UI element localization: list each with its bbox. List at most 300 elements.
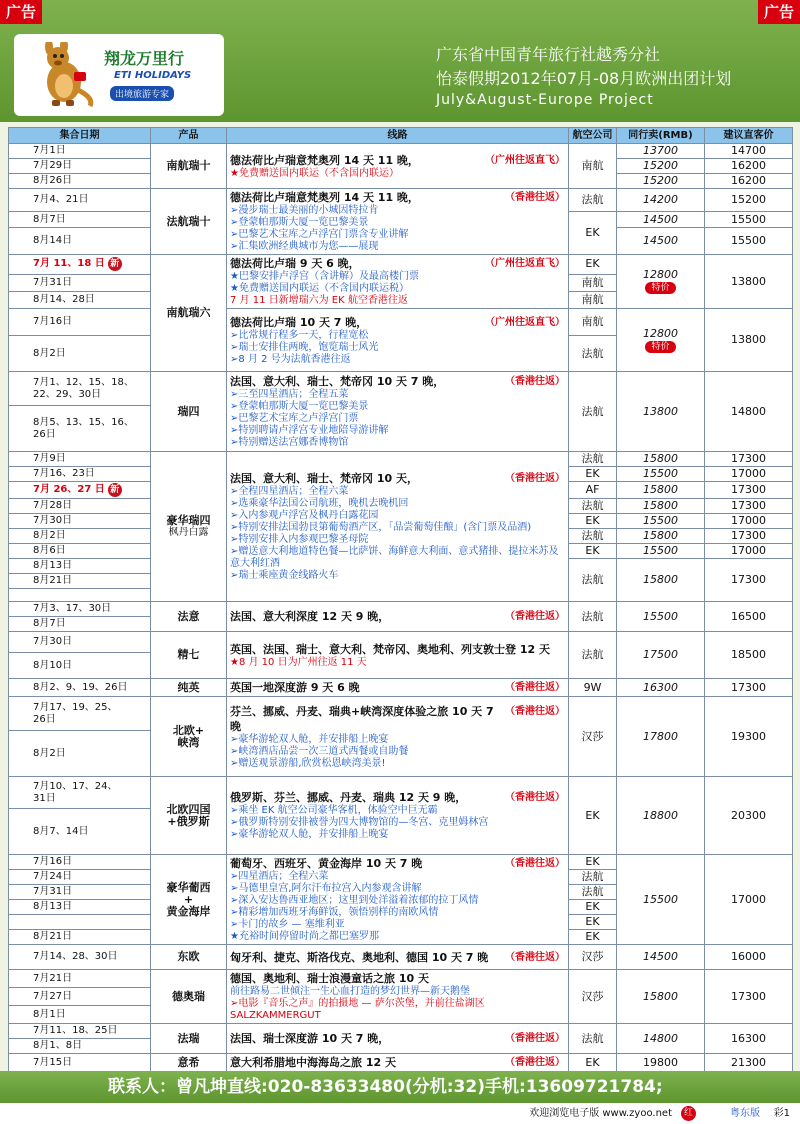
- airline-cell: 南航: [569, 144, 617, 189]
- route-cell: [227, 372, 569, 452]
- route-highlight: ➢峡湾酒店品尝一次三道式西餐或自助餐: [230, 745, 409, 757]
- peer-price-value: 16300: [643, 680, 678, 694]
- route-title: [230, 190, 565, 205]
- route-title: [230, 471, 565, 486]
- route-highlight: ➢登蒙帕那斯大厦一览巴黎美景: [230, 217, 369, 228]
- peer-price-cell: [617, 452, 705, 467]
- direct-price-cell: 14800: [705, 372, 793, 452]
- route-cell: [227, 1054, 569, 1072]
- airline-cell: AF: [569, 482, 617, 499]
- table-row: [9, 679, 793, 697]
- product-cell: [151, 970, 227, 1024]
- departure-date-cell: 7月1日: [9, 144, 151, 159]
- departure-date-cell: 7月 26、27 日 新: [9, 482, 151, 499]
- airline-cell: 法航: [569, 452, 617, 467]
- direct-price-cell: 17000: [705, 855, 793, 945]
- peer-price-value: 12800: [643, 268, 678, 281]
- departure-port-tag: （香港往返）: [505, 792, 565, 803]
- route-title: [230, 609, 565, 624]
- header-peer-price: 同行卖(RMB): [617, 128, 705, 144]
- peer-price-value: 14500: [643, 950, 678, 963]
- direct-price-cell: 21300: [705, 1054, 793, 1072]
- new-badge-icon: 新: [108, 257, 122, 271]
- route-title: [230, 680, 565, 695]
- route-highlight: ➢登蒙帕那斯大厦一览巴黎美景: [230, 401, 369, 412]
- peer-price-cell: [617, 212, 705, 228]
- product-name: 东欧: [177, 950, 200, 963]
- peer-price-cell: [617, 679, 705, 697]
- kangaroo-mascot-icon: [34, 42, 96, 108]
- direct-price-cell: 16200: [705, 174, 793, 189]
- airline-cell: 法航: [569, 1024, 617, 1054]
- departure-date-cell: [9, 915, 151, 930]
- plan-title-english: July&August-Europe Project: [436, 92, 654, 108]
- airline-cell: 法航: [569, 602, 617, 632]
- peer-price-value: 15500: [643, 514, 678, 527]
- ad-label-left: 广告: [0, 0, 42, 24]
- departure-port-tag: （香港往返）: [505, 473, 565, 484]
- page-label: 彩1: [773, 1108, 790, 1119]
- route-cell: [227, 602, 569, 632]
- route-highlight: ➢精彩增加西班牙海鲜饭，领悟别样的南欧风情: [230, 907, 439, 918]
- departure-date-cell: 7月17、19、25、 26日: [9, 697, 151, 731]
- peer-price-value: 14200: [643, 193, 678, 206]
- peer-price-cell: [617, 945, 705, 970]
- departure-port-tag: （广州往返直飞）: [485, 154, 565, 166]
- route-title-text: 德法荷比卢瑞意梵奥列 14 天 11 晚，: [230, 153, 419, 167]
- peer-price-value: 15500: [643, 544, 678, 557]
- route-cell: [227, 144, 569, 189]
- peer-price-value: 15200: [643, 159, 678, 172]
- route-highlight: ➢选乘豪华法国公司航班，晚机去晚机回: [230, 498, 409, 509]
- route-highlight: ➢豪华游轮双人舱，并安排船上晚宴: [230, 829, 389, 840]
- direct-price-cell: 15500: [705, 212, 793, 228]
- peer-price-cell: [617, 174, 705, 189]
- route-highlight: ★充裕时间停留时尚之都巴塞罗那: [230, 931, 379, 942]
- airline-cell: 南航: [569, 309, 617, 336]
- product-name: 瑞四: [177, 404, 200, 418]
- logo-chinese-name: 翔龙万里行: [104, 49, 185, 68]
- product-cell: [151, 144, 227, 189]
- product-name: 意希: [177, 1055, 200, 1069]
- departure-date-cell: 8月2、9、19、26日: [9, 679, 151, 697]
- direct-price-cell: 17000: [705, 514, 793, 529]
- direct-price-cell: 16000: [705, 945, 793, 970]
- airline-cell: EK: [569, 777, 617, 855]
- peer-price-value: 14500: [643, 234, 678, 247]
- peer-price-value: 15500: [643, 892, 678, 906]
- airline-cell: 汉莎: [569, 970, 617, 1024]
- peer-price-value: 14800: [643, 1031, 678, 1045]
- airline-cell: EK: [569, 212, 617, 255]
- product-name: 北欧四国 +俄罗斯: [166, 802, 211, 828]
- direct-price-cell: 20300: [705, 777, 793, 855]
- departure-date-cell: 7月3、17、30日: [9, 602, 151, 617]
- departure-port-tag: （香港往返）: [505, 858, 565, 869]
- airline-cell: 法航: [569, 529, 617, 544]
- product-name: 法意: [177, 609, 200, 623]
- peer-price-cell: [617, 255, 705, 309]
- route-title: [230, 256, 565, 271]
- departure-date-cell: 7月10、17、24、 31日: [9, 777, 151, 809]
- departure-port-tag: （广州往返直飞）: [485, 316, 565, 328]
- special-price-badge: 特价: [645, 341, 675, 353]
- table-row: [9, 970, 793, 988]
- website-notice[interactable]: 欢迎浏览电子版 www.zyoo.net: [529, 1108, 672, 1119]
- table-row: [9, 945, 793, 970]
- route-title: [230, 704, 565, 734]
- table-row: [9, 309, 793, 336]
- route-highlight: ➢特别安排入内参观巴黎圣母院: [230, 534, 369, 545]
- logo-english-name: ETI HOLIDAYS: [114, 70, 192, 81]
- product-name: 德奥瑞: [172, 989, 205, 1003]
- route-title-text: 法国、意大利、瑞士、梵帝冈 10 天，: [230, 472, 418, 485]
- route-title: [230, 315, 565, 330]
- route-title-text: 德法荷比卢瑞意梵奥列 14 天 11 晚，: [230, 191, 419, 204]
- airline-cell: 法航: [569, 372, 617, 452]
- airline-cell: 法航: [569, 870, 617, 885]
- table-body: [9, 144, 793, 1072]
- route-title-text: 法国、意大利深度 12 天 9 晚，: [230, 610, 390, 623]
- product-cell: [151, 602, 227, 632]
- table-row: [9, 855, 793, 870]
- product-name: 北欧+ 峡湾: [172, 723, 205, 749]
- airline-cell: EK: [569, 544, 617, 559]
- airline-cell: 法航: [569, 336, 617, 372]
- departure-date-cell: 7月9日: [9, 452, 151, 467]
- route-highlight: ➢汇集欧洲经典城市为您——展现: [230, 241, 379, 252]
- agency-name: 广东省中国青年旅行社越秀分社: [436, 45, 661, 64]
- route-title-text: 俄罗斯、芬兰、挪威、丹麦、瑞典 12 天 9 晚，: [230, 791, 467, 804]
- airline-cell: EK: [569, 930, 617, 945]
- route-highlight: 7 月 11 日新增瑞六为 EK 航空香港往返: [230, 295, 408, 306]
- peer-price-cell: [617, 144, 705, 159]
- route-title: [230, 971, 565, 986]
- peer-price-value: 15800: [643, 483, 678, 496]
- table-row: [9, 372, 793, 406]
- tour-schedule-table: [8, 127, 793, 1072]
- peer-price-cell: [617, 482, 705, 499]
- peer-price-value: 15800: [643, 499, 678, 512]
- edition-label: 粤东版: [730, 1108, 760, 1119]
- route-cell: [227, 189, 569, 255]
- route-highlight: ➢深入安达鲁西亚地区；这里到处洋溢着浓郁的拉丁风情: [230, 895, 479, 906]
- route-title: [230, 950, 565, 965]
- direct-price-cell: 15200: [705, 189, 793, 212]
- table-row: [9, 632, 793, 653]
- route-highlight: ➢特别聘请卢浮宫专业地陪导游讲解: [230, 425, 389, 436]
- departure-port-tag: （香港往返）: [505, 682, 565, 693]
- departure-port-tag: （广州往返直飞）: [485, 258, 565, 269]
- peer-price-cell: [617, 514, 705, 529]
- departure-date-cell: 7月31日: [9, 885, 151, 900]
- direct-price-cell: 17300: [705, 499, 793, 514]
- table-row: [9, 777, 793, 809]
- peer-price-cell: [617, 529, 705, 544]
- airline-cell: EK: [569, 1054, 617, 1072]
- departure-port-tag: （香港往返）: [505, 611, 565, 622]
- route-cell: [227, 945, 569, 970]
- route-title: [230, 1055, 565, 1070]
- peer-price-value: 15200: [643, 174, 678, 187]
- route-highlight: ★8 月 10 日为广州往返 11 天: [230, 656, 367, 668]
- route-highlight: ➢瑞士安排住两晚，饱览瑞士风光: [230, 341, 379, 353]
- ad-label-right: 广告: [758, 0, 800, 24]
- peer-price-cell: [617, 855, 705, 945]
- route-cell: [227, 679, 569, 697]
- airline-cell: 法航: [569, 559, 617, 602]
- departure-date-cell: 8月14、28日: [9, 291, 151, 308]
- route-title-text: 匈牙利、捷克、斯洛伐克、奥地利、德国 10 天 7 晚: [230, 950, 489, 964]
- header-departure-date: 集合日期: [9, 128, 151, 144]
- direct-price-cell: 14700: [705, 144, 793, 159]
- product-cell: [151, 679, 227, 697]
- route-highlight: ➢赠送观景游船,欣赏松恩峡湾美景!: [230, 757, 386, 769]
- contact-bar: 联系人：曾凡坤直线:020-83633480(分机:32)手机:13609721784;: [0, 1071, 800, 1103]
- departure-date-cell: 7月15日: [9, 1054, 151, 1072]
- departure-port-tag: （香港往返）: [505, 376, 565, 387]
- departure-date-cell: 8月14日: [9, 228, 151, 255]
- route-title: [230, 642, 565, 657]
- route-title-text: 意大利希腊地中海海岛之旅 12 天: [230, 1056, 396, 1069]
- bottom-bar: [0, 1103, 800, 1124]
- peer-price-cell: [617, 777, 705, 855]
- airline-cell: EK: [569, 514, 617, 529]
- table-row: [9, 144, 793, 159]
- product-cell: [151, 372, 227, 452]
- table-row: [9, 602, 793, 617]
- route-title-text: 德法荷比卢瑞 10 天 7 晚，: [230, 315, 368, 329]
- departure-port-tag: （香港往返）: [505, 192, 565, 203]
- product-name: 法瑞: [177, 1031, 200, 1045]
- route-highlight: ➢豪华游轮双人舱，并安排船上晚宴: [230, 733, 389, 745]
- departure-date-cell: 7月1、12、15、18、 22、29、30日: [9, 372, 151, 406]
- peer-price-cell: [617, 228, 705, 255]
- direct-price-cell: 17300: [705, 482, 793, 499]
- peer-price-value: 15800: [643, 452, 678, 465]
- airline-cell: EK: [569, 915, 617, 930]
- direct-price-cell: 13800: [705, 255, 793, 309]
- route-highlight: ➢漫步瑞士最美丽的小城因特拉肯: [230, 205, 379, 216]
- product-cell: [151, 452, 227, 602]
- route-highlight: ➢巴黎艺术宝库之卢浮宫门票: [230, 413, 359, 424]
- route-cell: [227, 1024, 569, 1054]
- departure-date-cell: 8月2日: [9, 529, 151, 544]
- route-highlight: ➢入内参观卢浮宫及枫丹白露花园: [230, 510, 379, 521]
- route-title-text: 英国、法国、瑞士、意大利、梵帝冈、奥地利、列支敦士登 12 天: [230, 642, 550, 656]
- departure-date-cell: 7月29日: [9, 159, 151, 174]
- table-row: [9, 255, 793, 275]
- product-cell: [151, 777, 227, 855]
- airline-cell: 汉莎: [569, 697, 617, 777]
- peer-price-value: 17800: [643, 729, 678, 743]
- route-highlight: 前往路易二世倾注一生心血打造的梦幻世界—新天鹅堡: [230, 986, 470, 997]
- direct-price-cell: 17000: [705, 544, 793, 559]
- table-row: [9, 1054, 793, 1072]
- peer-price-value: 15800: [643, 529, 678, 542]
- route-cell: [227, 632, 569, 679]
- departure-date-cell: 8月21日: [9, 574, 151, 589]
- route-cell: [227, 855, 569, 945]
- peer-price-cell: [617, 1054, 705, 1072]
- peer-price-cell: [617, 602, 705, 632]
- route-cell: [227, 255, 569, 309]
- route-title-text: 德法荷比卢瑞 9 天 6 晚，: [230, 257, 360, 270]
- route-cell: [227, 697, 569, 777]
- table-header-row: [9, 128, 793, 144]
- departure-port-tag: （香港往返）: [505, 951, 565, 963]
- table-row: [9, 189, 793, 212]
- airline-cell: EK: [569, 855, 617, 870]
- peer-price-cell: [617, 632, 705, 679]
- departure-date-cell: 7月21日: [9, 970, 151, 988]
- departure-port-tag: （香港往返）: [505, 705, 565, 717]
- route-title-text: 芬兰、挪威、丹麦、瑞典+峡湾深度体验之旅 10 天 7 晚: [230, 704, 494, 733]
- direct-price-cell: 17300: [705, 529, 793, 544]
- departure-date-cell: 7月27日: [9, 988, 151, 1006]
- product-cell: [151, 189, 227, 255]
- departure-date-cell: 8月6日: [9, 544, 151, 559]
- route-highlight: ➢赠送意大利地道特色餐—比萨饼、海鲜意大利面、意式猪排、提拉米苏及意大利红酒: [230, 546, 559, 569]
- departure-date-cell: 8月7、14日: [9, 809, 151, 855]
- airline-cell: 法航: [569, 885, 617, 900]
- route-cell: [227, 309, 569, 372]
- route-highlight: ➢特别赠送法宫娜香博物馆: [230, 437, 349, 448]
- route-highlight: ➢卡门的故乡 — 塞维利亚: [230, 919, 345, 930]
- departure-date-cell: 8月10日: [9, 653, 151, 679]
- departure-date-cell: 8月13日: [9, 559, 151, 574]
- airline-cell: 南航: [569, 274, 617, 291]
- departure-date-cell: 7月16日: [9, 309, 151, 336]
- peer-price-cell: [617, 309, 705, 372]
- product-name: 南航瑞十: [166, 159, 211, 172]
- route-title-text: 英国一地深度游 9 天 6 晚: [230, 681, 360, 694]
- route-highlight: ➢四星酒店；全程六菜: [230, 871, 329, 882]
- direct-price-cell: 17300: [705, 679, 793, 697]
- header-route: 线路: [227, 128, 569, 144]
- route-title-text: 法国、意大利、瑞士、梵帝冈 10 天 7 晚，: [230, 375, 445, 388]
- direct-price-cell: 19300: [705, 697, 793, 777]
- peer-price-value: 15800: [643, 573, 678, 586]
- peer-price-cell: [617, 559, 705, 602]
- route-cell: [227, 777, 569, 855]
- airline-cell: 汉莎: [569, 945, 617, 970]
- departure-date-cell: 7月16日: [9, 855, 151, 870]
- product-name: 豪华瑞四: [166, 513, 211, 527]
- airline-cell: 法航: [569, 632, 617, 679]
- table-row: [9, 1024, 793, 1039]
- departure-date-cell: 7月14、28、30日: [9, 945, 151, 970]
- departure-date-cell: 8月2日: [9, 731, 151, 777]
- product-cell: [151, 1024, 227, 1054]
- route-highlight: ★巴黎安排卢浮宫（含讲解）及最高楼门票: [230, 271, 419, 282]
- departure-date-cell: 7月11、18、25日: [9, 1024, 151, 1039]
- peer-price-cell: [617, 372, 705, 452]
- airline-cell: EK: [569, 467, 617, 482]
- peer-price-cell: [617, 970, 705, 1024]
- peer-price-cell: [617, 697, 705, 777]
- special-price-badge: 特价: [645, 282, 675, 294]
- peer-price-cell: [617, 499, 705, 514]
- route-highlight: ➢8 月 2 号为法航香港往返: [230, 353, 351, 365]
- departure-date-cell: 8月7日: [9, 212, 151, 228]
- product-cell: [151, 945, 227, 970]
- header-direct-price: 建议直客价: [705, 128, 793, 144]
- direct-price-cell: 16300: [705, 1024, 793, 1054]
- route-highlight: ➢全程四星酒店；全程六菜: [230, 486, 349, 497]
- route-highlight: ➢三至四星酒店；全程五菜: [230, 389, 349, 400]
- peer-price-value: 17500: [643, 648, 678, 661]
- peer-price-value: 13700: [643, 144, 678, 157]
- direct-price-cell: 15500: [705, 228, 793, 255]
- airline-cell: 法航: [569, 189, 617, 212]
- departure-date-cell: 8月21日: [9, 930, 151, 945]
- route-title-text: 德国、奥地利、瑞士浪漫童话之旅 10 天: [230, 972, 429, 985]
- header-airline: 航空公司: [569, 128, 617, 144]
- airline-cell: 法航: [569, 499, 617, 514]
- product-name: 豪华葡西 + 黄金海岸: [166, 880, 211, 918]
- route-highlight: ➢俄罗斯特别安排被誉为四大博物馆的—冬宫、克里姆林宫: [230, 817, 489, 828]
- route-highlight: ★免费赠送国内联运（不含国内联运税）: [230, 283, 409, 294]
- product-name: 法航瑞十: [166, 214, 211, 228]
- departure-date-cell: 7月4、21日: [9, 189, 151, 212]
- airline-cell: 南航: [569, 291, 617, 308]
- departure-port-tag: （香港往返）: [505, 1033, 565, 1044]
- direct-price-cell: 16200: [705, 159, 793, 174]
- departure-date-cell: 8月5、13、15、16、 26日: [9, 406, 151, 452]
- direct-price-cell: 16500: [705, 602, 793, 632]
- peer-price-cell: [617, 544, 705, 559]
- departure-port-tag: （香港往返）: [505, 1057, 565, 1068]
- peer-price-cell: [617, 467, 705, 482]
- departure-date-cell: 8月7日: [9, 617, 151, 632]
- direct-price-cell: 17300: [705, 559, 793, 602]
- route-cell: [227, 970, 569, 1024]
- route-title: [230, 790, 565, 805]
- peer-price-value: 19800: [643, 1055, 678, 1069]
- plan-title: 怡泰假期2012年07月-08月欧洲出团计划: [436, 69, 732, 88]
- departure-date-cell: 8月2日: [9, 336, 151, 372]
- airline-cell: EK: [569, 255, 617, 275]
- route-highlight: ➢乘坐 EK 航空公司豪华客机，体验空中巨无霸: [230, 805, 438, 816]
- route-title-text: 法国、瑞士深度游 10 天 7 晚，: [230, 1032, 390, 1045]
- departure-date-cell: [9, 589, 151, 602]
- departure-date-cell: 7月30日: [9, 514, 151, 529]
- departure-date-cell: 8月26日: [9, 174, 151, 189]
- direct-price-cell: 13800: [705, 309, 793, 372]
- route-title: [230, 153, 565, 168]
- route-highlight: ➢瑞士乘座黄金线路火车: [230, 570, 339, 581]
- product-cell: [151, 855, 227, 945]
- product-cell: [151, 697, 227, 777]
- peer-price-value: 18800: [643, 808, 678, 822]
- departure-date-cell: 7月31日: [9, 274, 151, 291]
- departure-date-cell: 7月30日: [9, 632, 151, 653]
- peer-price-value: 14500: [643, 212, 678, 226]
- product-name: 精七: [177, 648, 200, 661]
- peer-price-value: 15500: [643, 609, 678, 623]
- product-cell: [151, 1054, 227, 1072]
- publication-logo-icon: 红: [681, 1106, 696, 1121]
- route-highlight: ➢电影『音乐之声』的拍摄地 — 萨尔茨堡，并前往盐湖区 SALZKAMMERGUT: [230, 998, 485, 1021]
- new-badge-icon: 新: [108, 483, 122, 497]
- product-cell: [151, 255, 227, 372]
- departure-date-cell: 8月1、8日: [9, 1039, 151, 1054]
- direct-price-cell: 17300: [705, 970, 793, 1024]
- logo-tagline: 出境旅游专家: [110, 86, 174, 101]
- peer-price-cell: [617, 189, 705, 212]
- airline-cell: EK: [569, 900, 617, 915]
